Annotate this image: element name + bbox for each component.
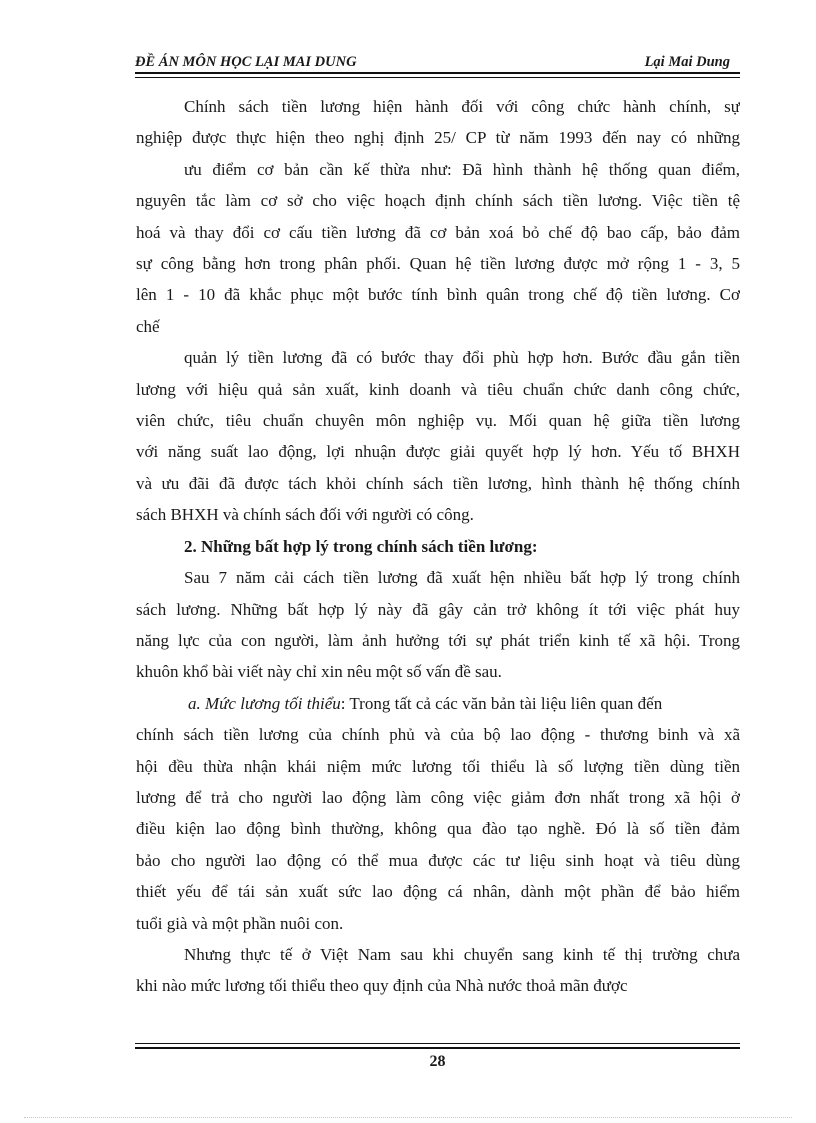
text-line: lương với hiệu quả sản xuất, kinh doanh và tiêu chuẩn chức danh công chức, — [136, 379, 740, 399]
text-line: nguyên tắc làm cơ sở cho việc hoạch định chính sách tiền lương. Việc tiền tệ — [136, 191, 740, 211]
text-line: quản lý tiền lương đã có bước thay đổi phù hợp hơn. Bước đầu gắn tiền — [184, 348, 740, 368]
text-line: nghiệp được thực hiện theo nghị định 25/ CP từ năm 1993 đến nay có những — [136, 128, 740, 148]
footer-rule-thick — [135, 1047, 740, 1049]
text-line: và ưu đãi đã được tách khỏi chính sách tiền lương, hình thành hệ thống chính — [136, 473, 740, 493]
text-line: tuổi già và một phần nuôi con. — [136, 913, 344, 933]
header-author: Lại Mai Dung — [644, 54, 730, 70]
footer-rule-thin — [135, 1043, 740, 1044]
text-line: chính sách tiền lương của chính phủ và của bộ lao động - thương binh và xã — [136, 725, 740, 745]
text-line: với năng suất lao động, lợi nhuận được giải quyết hợp lý hơn. Yếu tố BHXH — [136, 442, 740, 462]
text-line: khuôn khổ bài viết này chỉ xin nêu một số vấn đề sau. — [136, 662, 502, 682]
page-edge-dotted-line — [24, 1117, 792, 1118]
page-number: 28 — [429, 1053, 446, 1070]
text-line: sách lương. Những bất hợp lý này đã gây cản trở không ít tới việc phát huy — [136, 599, 740, 619]
subsection-title: a. Mức lương tối thiểu — [188, 693, 341, 713]
text-line: điều kiện lao động bình thường, không qua đào tạo nghề. Đó là số tiền đảm — [136, 819, 740, 839]
text-line: bảo cho người lao động có thể mua được các tư liệu sinh hoạt và tiêu dùng — [136, 850, 740, 870]
text-line: năng lực của con người, làm ảnh hưởng tới sự phát triển kinh tế xã hội. Trong — [136, 630, 740, 650]
text-line: lương để trả cho người lao động làm công việc giảm đơn nhất trong xã hội ở — [136, 787, 740, 807]
subsection-text: : Trong tất cả các văn bản tài liệu liên quan đến — [340, 693, 663, 713]
header-rule-thick — [135, 72, 740, 74]
text-line: Chính sách tiền lương hiện hành đối với công chức hành chính, sự — [184, 97, 740, 116]
text-line: lên 1 - 10 đã khắc phục một bước tính bình quân trong chế độ tiền lương. Cơ — [136, 285, 740, 305]
text-line: ưu điểm cơ bản cần kế thừa như: Đã hình thành hệ thống quan điểm, — [184, 159, 740, 179]
text-line: Nhưng thực tế ở Việt Nam sau khi chuyển sang kinh tế thị trường chưa — [184, 944, 740, 964]
header-rule-thin — [135, 77, 740, 78]
text-line: chế — [136, 316, 160, 336]
text-line: khi nào mức lương tối thiểu theo quy định của Nhà nước thoả mãn được — [136, 976, 628, 996]
text-line: thiết yếu để tái sản xuất sức lao động cá nhân, dành một phần để bảo hiểm — [136, 882, 740, 902]
page-header — [135, 52, 740, 76]
subsection-line — [136, 688, 740, 719]
text-line: sự công bằng hơn trong phân phối. Quan hệ tiền lương được mở rộng 1 - 3, 5 — [136, 254, 740, 274]
section-heading: 2. Những bất hợp lý trong chính sách tiền lương: — [184, 536, 538, 556]
text-line: Sau 7 năm cải cách tiền lương đã xuất hện nhiều bất hợp lý trong chính — [184, 568, 740, 588]
document-body — [136, 91, 740, 1002]
header-title: ĐỀ ÁN MÔN HỌC LẠI MAI DUNG — [135, 54, 357, 70]
text-line: hoá và thay đổi cơ cấu tiền lương đã cơ bản xoá bỏ chế độ bao cấp, bảo đảm — [136, 222, 740, 242]
text-line: hội đều thừa nhận khái niệm mức lương tối thiểu là số lượng tiền dùng tiền — [136, 756, 740, 776]
page-footer — [135, 1043, 740, 1083]
text-line: sách BHXH và chính sách đối với người có công. — [136, 505, 474, 525]
text-line: viên chức, tiêu chuẩn chuyên môn nghiệp vụ. Mối quan hệ giữa tiền lương — [136, 411, 740, 431]
